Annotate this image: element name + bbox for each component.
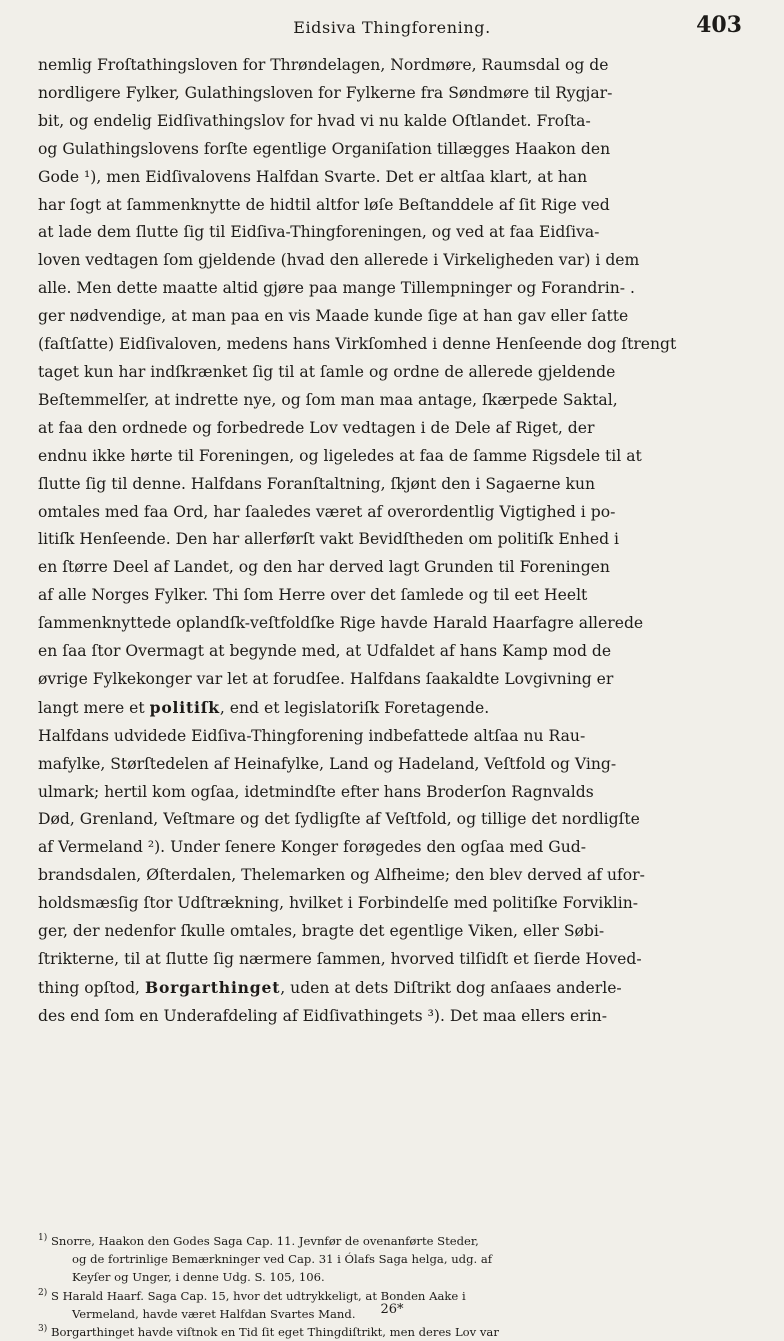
text-line <box>38 610 746 638</box>
text-segment: bit, og endelig Eidſivathingslov for hvad vi nu kalde Oſtlandet. Froſta- <box>38 111 591 130</box>
text-line <box>38 415 746 443</box>
text-segment: en ſtørre Deel af Landet, og den har derved lagt Grunden til Foreningen <box>38 558 610 577</box>
text-line <box>38 806 746 834</box>
text-line <box>38 890 746 918</box>
text-segment: nordligere Fylker, Gulathingsloven for Fylkerne fra Søndmøre til Rygjar- <box>38 83 613 102</box>
text-line <box>38 247 746 275</box>
text-line <box>38 918 746 946</box>
text-segment: mafylke, Størſtedelen af Heinafylke, Land og Hadeland, Veſtfold og Ving- <box>38 754 617 773</box>
text-segment: Halfdans udvidede Eidſiva-Thingforening indbefattede altſaa nu Rau- <box>38 726 586 745</box>
text-segment: har ſogt at ſammenknytte de hidtil altfor løſe Beſtanddele af ſit Rige ved <box>38 195 610 214</box>
footnote-text: Borgarthinget havde viſtnok en Tid ſit eget Thingdiſtrikt, men deres Lov var <box>50 1325 499 1340</box>
emphasized-term: Borgarthinget <box>144 977 281 997</box>
text-segment: ger, der nedenfor ſkulle omtales, bragte det egentlige Viken, eller Søbi- <box>38 922 605 941</box>
text-line <box>38 499 746 527</box>
text-line <box>38 946 746 974</box>
text-segment: langt mere et <box>38 698 150 717</box>
text-line <box>38 554 746 582</box>
text-line <box>38 694 746 723</box>
text-line <box>38 359 746 387</box>
text-segment: nemlig Froſtathingsloven for Thrøndelagen, Nordmøre, Raumsdal og de <box>38 56 609 74</box>
text-line <box>38 80 746 108</box>
text-line <box>38 164 746 192</box>
text-line <box>38 582 746 610</box>
text-segment: brandsdalen, Øſterdalen, Thelemarken og Alfheime; den blev derved af ufor- <box>38 866 645 885</box>
text-line <box>38 443 746 471</box>
text-line <box>38 52 746 80</box>
footnote-mark: 3) <box>38 1324 48 1335</box>
text-segment: holdsmæsſig ſtor Udſtrækning, hvilket i Forbindelſe med politiſke Forviklin- <box>38 894 639 913</box>
text-segment: ſammenknyttede oplandſk-veſtfoldſke Rige havde Harald Haarfagre allerede <box>38 614 644 633</box>
text-segment: ulmark; hertil kom ogſaa, idetmindſte efter hans Broderſon Ragnvalds <box>38 782 594 801</box>
text-segment: loven vedtagen ſom gjeldende (hvad den allerede i Virkeligheden var) i dem <box>38 251 640 270</box>
text-line <box>38 387 746 415</box>
text-line <box>38 526 746 554</box>
footnote-text: S Harald Haarf. Saga Cap. 15, hvor det udtrykkeligt, at Bonden Aake i <box>50 1288 466 1303</box>
footnote-text: Snorre, Haakon den Godes Saga Cap. 11. Jevnfør de ovenanførte Steder, <box>50 1234 479 1248</box>
text-segment: at faa den ordnede og forbedrede Lov vedtagen i de Dele af Riget, der <box>38 418 595 437</box>
text-segment: af Vermeland ²). Under ſenere Konger forøgedes den ogſaa med Gud- <box>38 838 587 857</box>
text-segment: ſtrikterne, til at ſlutte ſig nærmere ſammen, hvorved tilſidſt et ſierde Hoved- <box>38 950 642 968</box>
text-segment: øvrige Fylkekonger var let at forudſee. Halfdans ſaakaldte Lovgivning er <box>38 669 614 688</box>
text-line <box>38 219 746 247</box>
page-number: 403 <box>696 12 742 38</box>
text-line <box>38 751 746 779</box>
text-segment: at lade dem ſlutte ſig til Eidſiva-Thingforeningen, og ved at faa Eidſiva- <box>38 223 600 242</box>
printer-signature: 26* <box>380 1302 404 1317</box>
text-line <box>38 192 746 220</box>
page-header <box>40 10 744 46</box>
text-line <box>38 108 746 136</box>
text-segment: (faſtſatte) Eidſivaloven, medens hans Virkſomhed i denne Henſeende dog ſtrengt <box>38 335 677 354</box>
text-segment: en ſaa ſtor Overmagt at begynde med, at Udfaldet af hans Kamp mod de <box>38 642 612 661</box>
running-head: Eidsiva Thingforening. <box>293 18 491 37</box>
text-segment: , end et legislatoriſk Foretagende. <box>219 698 490 717</box>
text-line <box>38 331 746 359</box>
text-segment: des end ſom en Underafdeling af Eidſivathingets ³). Det maa ellers erin- <box>38 1006 607 1025</box>
text-segment: endnu ikke hørte til Foreningen, og ligeledes at faa de ſamme Rigsdele til at <box>38 446 642 465</box>
footnote-continuation: Keyſer og Unger, i denne Udg. S. 105, 106. <box>72 1270 325 1285</box>
text-line <box>38 974 746 1003</box>
footnote-continuation: og de fortrinlige Bemærkninger ved Cap. 31 i Ólafs Saga helga, udg. af <box>72 1252 493 1267</box>
text-line <box>38 723 746 751</box>
body-text <box>38 52 746 1031</box>
text-segment: Død, Grenland, Veſtmare og det ſydligſte af Veſtfold, og tillige det nordligſte <box>38 810 640 829</box>
text-segment: ger nødvendige, at man paa en vis Maade kunde ſige at han gav eller ſatte <box>38 307 629 326</box>
text-line <box>38 275 746 303</box>
text-line <box>38 779 746 807</box>
footnote-mark: 2) <box>38 1287 48 1298</box>
text-segment: taget kun har indſkrænket ſig til at ſamle og ordne de allerede gjeldende <box>38 362 616 381</box>
text-line <box>38 666 746 694</box>
text-line <box>38 303 746 331</box>
text-line <box>38 638 746 666</box>
text-segment: ſlutte ſig til denne. Halfdans Foranſtaltning, ſkjønt den i Sagaerne kun <box>38 474 596 493</box>
text-line <box>38 862 746 890</box>
text-segment: Beſtemmelſer, at indrette nye, og ſom man maa antage, ſkærpede Saktal, <box>38 390 618 409</box>
text-segment: , uden at dets Diſtrikt dog anſaaes anderle- <box>280 978 622 997</box>
text-line <box>38 471 746 499</box>
footnote-continuation: Vermeland, havde været Halfdan Svartes Mand. <box>72 1306 356 1321</box>
text-segment: af alle Norges Fylker. Thi ſom Herre over det ſamlede og til eet Heelt <box>38 586 588 605</box>
footnote-mark: 1) <box>38 1233 48 1244</box>
footnote <box>38 1323 746 1341</box>
text-segment: omtales med faa Ord, har ſaaledes været af overordentlig Vigtighed i po- <box>38 502 616 521</box>
text-line <box>38 1003 746 1031</box>
text-line <box>38 834 746 862</box>
emphasized-term: politiſk <box>149 697 220 717</box>
text-segment: og Gulathingslovens forſte egentlige Organiſation tillægges Haakon den <box>38 139 611 158</box>
text-line <box>38 136 746 164</box>
text-segment: Gode ¹), men Eidſivalovens Halfdan Svarte. Det er altſaa klart, at han <box>38 167 588 186</box>
footnotes <box>38 1232 746 1341</box>
text-segment: litiſk Henſeende. Den har allerførſt vakt Bevidſtheden om politiſk Enhed i <box>38 530 620 549</box>
text-segment: thing opſtod, <box>38 978 145 997</box>
footnote <box>38 1232 746 1250</box>
text-segment: alle. Men dette maatte altid gjøre paa mange Tillempninger og Forandrin- . <box>38 279 635 298</box>
